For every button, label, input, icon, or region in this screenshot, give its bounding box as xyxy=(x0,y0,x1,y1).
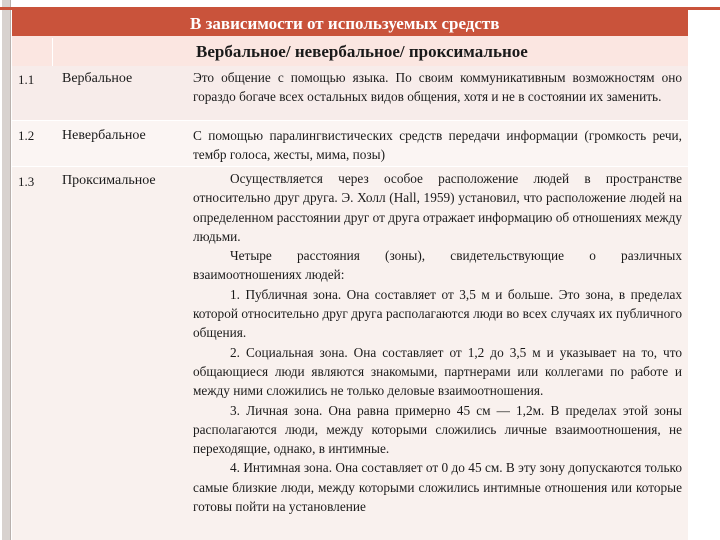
right-margin xyxy=(688,10,720,540)
description-paragraph: 3. Личная зона. Она равна примерно 45 см — 1,2м. В пределах этой зоны располагаются люди, между которыми сложились личные взаимоотношения, не переходящие, однако, в интимные. xyxy=(193,402,682,457)
row-number: 1.3 xyxy=(18,174,35,189)
row-number: 1.2 xyxy=(18,128,35,143)
row-divider xyxy=(12,120,688,121)
left-frame-line xyxy=(10,0,11,540)
row-name: Невербальное xyxy=(62,128,146,143)
row-description xyxy=(193,126,682,165)
description-paragraph: 4. Интимная зона. Она составляет от 0 до 45 см. В эту зону допускаются только самые близкие люди, между которыми сложились интимные отношения или которые готовы пойти на установление xyxy=(193,460,682,515)
description-paragraph: Четыре расстояния (зоны), свидетельствующие о различных взаимоотношениях людей: xyxy=(193,248,682,283)
left-frame-bar xyxy=(2,0,10,540)
table-title: В зависимости от используемых средств xyxy=(190,14,500,33)
row-divider xyxy=(12,166,688,167)
row-name: Проксимальное xyxy=(62,173,156,188)
description-paragraph: 2. Социальная зона. Она составляет от 1,2 до 3,5 м и указывает на то, что общающиеся люди являются знакомыми, партнерами или коллегами по работе и между ними сложились не только деловые взаимоотношения. xyxy=(193,344,682,399)
description-paragraph: Это общение с помощью языка. По своим коммуникативным возможностям оно гораздо богаче всех остальных видов общения, хотя и не в состоянии их заменить. xyxy=(193,70,682,105)
row-description xyxy=(193,68,682,107)
description-paragraph: 1. Публичная зона. Она составляет от 3,5 м и больше. Это зона, в пределах которой относительно друг друга располагаются люди во всех случаях их публичного общения. xyxy=(193,286,682,341)
table-subtitle: Вербальное/ невербальное/ проксимальное xyxy=(196,42,528,61)
row-number: 1.1 xyxy=(18,72,35,87)
header-empty-cell xyxy=(12,38,53,66)
description-paragraph: С помощью паралингвистических средств передачи информации (громкость речи, тембр голоса, жесты, мима, позы) xyxy=(193,128,682,163)
description-paragraph: Осуществляется через особое расположение людей в пространстве относительно друг друга. Э. Холл (Hall, 1959) установил, что расположение людей на определенном расстоянии друг от друга отражает информацию об отношениях между людьми. xyxy=(193,171,682,244)
row-description xyxy=(193,169,682,516)
row-name: Вербальное xyxy=(62,71,133,86)
